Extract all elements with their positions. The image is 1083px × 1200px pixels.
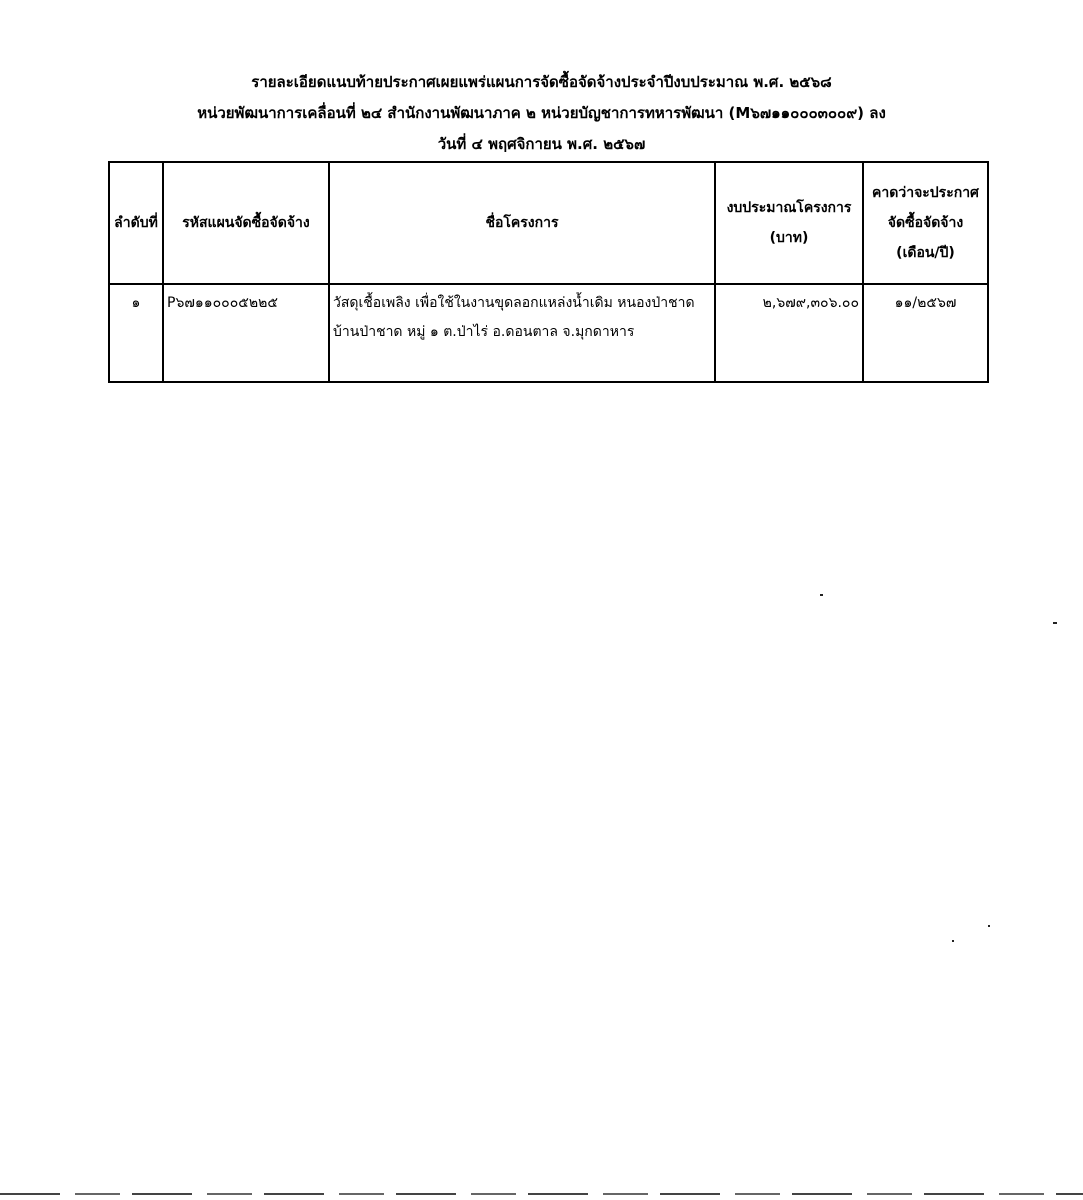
header-project-name: ชื่อโครงการ	[329, 162, 715, 284]
scan-speck	[820, 594, 823, 596]
header-expected-month: คาดว่าจะประกาศจัดซื้อจัดจ้าง (เดือน/ปี)	[863, 162, 988, 284]
header-budget: งบประมาณโครงการ (บาท)	[715, 162, 863, 284]
document-title: รายละเอียดแนบท้ายประกาศเผยแพร่แผนการจัดซื้อจัดจ้างประจำปีงบประมาณ พ.ศ. ๒๕๖๘	[251, 73, 832, 91]
scan-speck	[952, 940, 954, 942]
row-plan-code: P๖๗๑๑๐๐๐๕๒๒๕	[163, 284, 329, 382]
row-sequence: ๑	[109, 284, 163, 382]
scan-speck	[988, 925, 990, 927]
procurement-plan-table	[108, 161, 989, 383]
table-row	[109, 284, 988, 382]
row-budget: ๒,๖๗๙,๓๐๖.๐๐	[715, 284, 863, 382]
header-sequence: ลำดับที่	[109, 162, 163, 284]
scan-speck	[1053, 622, 1057, 624]
row-project-name: วัสดุเชื้อเพลิง เพื่อใช้ในงานขุดลอกแหล่งน้ำเดิม หนองป่าชาด บ้านป่าชาด หมู่ ๑ ต.ป่าไร่ อ.ดอนตาล จ.มุกดาหาร	[329, 284, 715, 382]
document-subtitle-unit: หน่วยพัฒนาการเคลื่อนที่ ๒๔ สำนักงานพัฒนาภาค ๒ หน่วยบัญชาการทหารพัฒนา (M๖๗๑๑๐๐๐๓๐๐๙) ลง	[197, 104, 886, 122]
document-date: วันที่ ๔ พฤศจิกายน พ.ศ. ๒๕๖๗	[437, 135, 646, 153]
header-plan-code: รหัสแผนจัดซื้อจัดจ้าง	[163, 162, 329, 284]
row-expected-month: ๑๑/๒๕๖๗	[863, 284, 988, 382]
table-header-row	[109, 162, 988, 284]
scan-edge-line	[0, 1193, 1083, 1195]
